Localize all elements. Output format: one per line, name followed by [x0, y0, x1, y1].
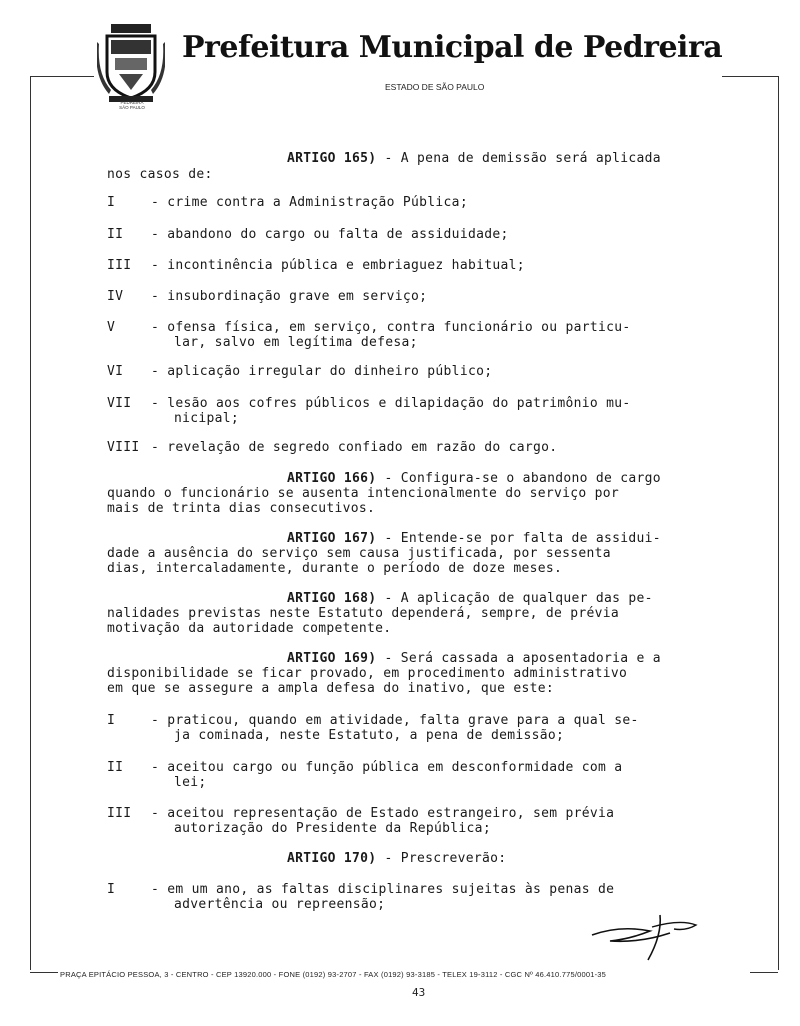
art170-item-num: I [107, 882, 116, 897]
art170-first-line [287, 851, 506, 866]
municipal-crest-logo [97, 24, 165, 110]
art167-text-cont: dias, intercaladamente, durante o período de doze meses. [107, 561, 563, 576]
art165-item-num: II [107, 227, 124, 242]
frame-left [30, 76, 31, 970]
art166-heading: ARTIGO 166) [287, 471, 377, 486]
art165-text: - A pena de demissão será aplicada [376, 151, 661, 166]
art169-item-text: ja cominada, neste Estatuto, a pena de demissão; [174, 728, 565, 743]
art169-item-text: - aceitou cargo ou função pública em desconformidade com a [151, 760, 623, 775]
art169-item-num: III [107, 806, 132, 821]
art165-item-text: - lesão aos cofres públicos e dilapidação do patrimônio mu- [151, 396, 631, 411]
art169-text: - Será cassada a aposentadoria e a [376, 651, 661, 666]
art165-item-num: III [107, 258, 132, 273]
art170-item-text: advertência ou repreensão; [174, 897, 386, 912]
art168-text-cont: nalidades previstas neste Estatuto dependerá, sempre, de prévia [107, 606, 619, 621]
art169-item-text: lei; [174, 775, 207, 790]
art165-item-num: VI [107, 364, 124, 379]
art165-item-text: - crime contra a Administração Pública; [151, 195, 468, 210]
art169-item-num: II [107, 760, 124, 775]
art165-first-line [287, 151, 661, 166]
art165-item-text: - revelação de segredo confiado em razão do cargo. [151, 440, 558, 455]
art165-text-cont: nos casos de: [107, 167, 213, 182]
art169-item-text: - aceitou representação de Estado estrangeiro, sem prévia [151, 806, 615, 821]
art165-item-text: - aplicação irregular do dinheiro público; [151, 364, 493, 379]
art165-item-text: nicipal; [174, 411, 240, 426]
handwritten-signature [590, 905, 700, 965]
footer-address: PRAÇA EPITÁCIO PESSOA, 3 - CENTRO - CEP 13920.000 - FONE (0192) 93-2707 - FAX (0192) 93-3185 - TELEX 19-3112 - CGC Nº 46.410.775/0001-35 [60, 970, 607, 979]
page-subtitle: ESTADO DE SÃO PAULO [385, 82, 485, 92]
art165-item-text: lar, salvo em legítima defesa; [174, 335, 418, 350]
crest-caption: PEDREIRA SÃO PAULO [119, 100, 145, 110]
art165-heading: ARTIGO 165) [287, 151, 377, 166]
art166-first-line [287, 471, 661, 486]
art167-heading: ARTIGO 167) [287, 531, 377, 546]
art165-item-num: VII [107, 396, 132, 411]
page-title: Prefeitura Municipal de Pedreira [182, 30, 723, 65]
art169-item-text: autorização do Presidente da República; [174, 821, 491, 836]
header-rule-left [30, 76, 94, 77]
art167-text-cont: dade a ausência do serviço sem causa justificada, por sessenta [107, 546, 611, 561]
art168-heading: ARTIGO 168) [287, 591, 377, 606]
art169-text-cont: disponibilidade se ficar provado, em procedimento administrativo [107, 666, 628, 681]
art167-text: - Entende-se por falta de assidui- [376, 531, 661, 546]
art167-first-line [287, 531, 661, 546]
art165-item-text: - insubordinação grave em serviço; [151, 289, 428, 304]
footer-rule-right [750, 972, 778, 973]
footer-rule-left [30, 972, 58, 973]
art165-item-num: I [107, 195, 116, 210]
page-number: 43 [412, 986, 426, 999]
art165-item-text: - ofensa física, em serviço, contra funcionário ou particu- [151, 320, 631, 335]
art169-text-cont: em que se assegure a ampla defesa do inativo, que este: [107, 681, 554, 696]
header-rule-right [722, 76, 778, 77]
art170-text: - Prescreverão: [376, 851, 507, 866]
art170-heading: ARTIGO 170) [287, 851, 377, 866]
art168-text-cont: motivação da autoridade competente. [107, 621, 392, 636]
art169-item-text: - praticou, quando em atividade, falta grave para a qual se- [151, 713, 639, 728]
art165-item-text: - abandono do cargo ou falta de assiduidade; [151, 227, 509, 242]
art165-item-num: V [107, 320, 116, 335]
art166-text: - Configura-se o abandono de cargo [376, 471, 661, 486]
art166-text-cont: mais de trinta dias consecutivos. [107, 501, 376, 516]
art165-item-num: VIII [107, 440, 140, 455]
art165-item-num: IV [107, 289, 124, 304]
art169-heading: ARTIGO 169) [287, 651, 377, 666]
art169-first-line [287, 651, 661, 666]
frame-right [778, 76, 779, 970]
art168-text: - A aplicação de qualquer das pe- [376, 591, 653, 606]
art165-item-text: - incontinência pública e embriaguez habitual; [151, 258, 525, 273]
art168-first-line [287, 591, 653, 606]
art169-item-num: I [107, 713, 116, 728]
art170-item-text: - em um ano, as faltas disciplinares sujeitas às penas de [151, 882, 615, 897]
art166-text-cont: quando o funcionário se ausenta intencionalmente do serviço por [107, 486, 619, 501]
